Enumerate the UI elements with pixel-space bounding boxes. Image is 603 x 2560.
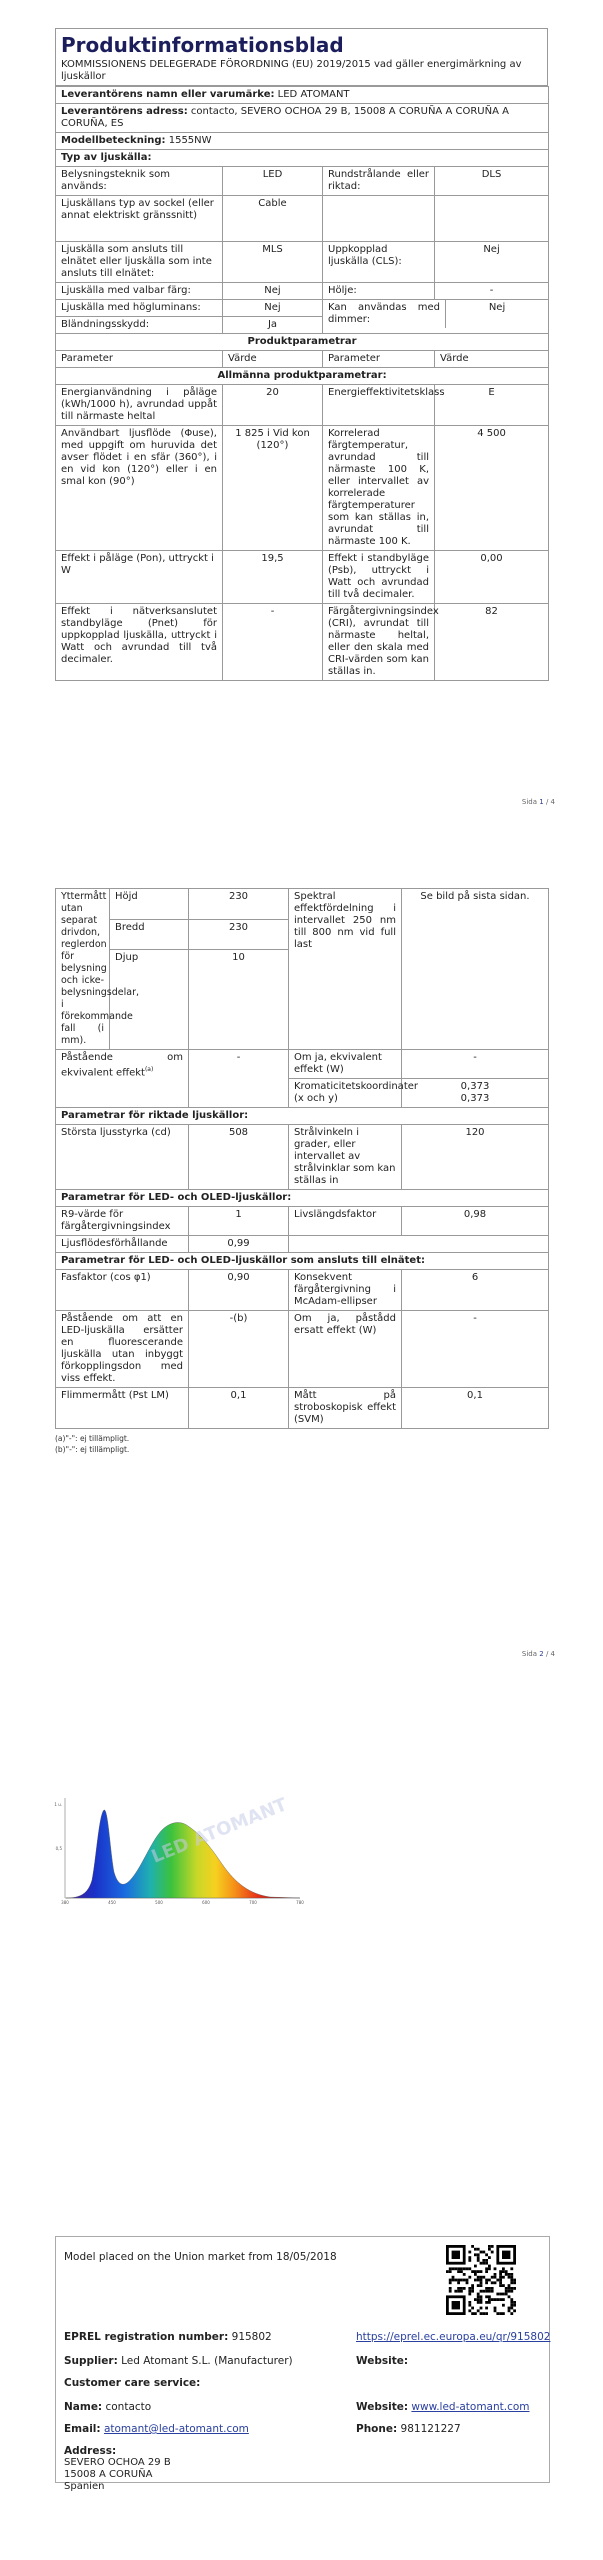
eprel-link[interactable]: https://eprel.ec.europa.eu/qr/915802	[356, 2331, 551, 2343]
mains-header: Parametrar för LED- och OLED-ljuskällor som ansluts till elnätet:	[56, 1253, 549, 1270]
type-header: Typ av ljuskälla:	[56, 150, 549, 167]
page-title: Produktinformationsblad	[61, 33, 344, 57]
info-table-2: Yttermått utan separat drivdon, reglerdon för belysning och icke-belysningsdelar, i förekommande fall (i mm). Höjd 230 Spektral effektfördelning i intervallet 250 nm till 800 nm vid full last Se bild på sista sidan. Bredd 230 Djup 10 Påstående om ekvivalent effekt$^{(a)}$ - Om ja, ekvivalent effekt (W) - Kromaticitetskoordinater (x och y) 0,373 0,373 Parametrar för riktade ljuskällor: Största ljusstyrka (cd) 508 Strålvinkeln i grader, eller intervallet av strålvinklar som kan ställas in 120 Parametrar för LED- och OLED-ljuskällor: R9-värde för färgåtergivningsindex 1 Livslängdsfaktor 0,98 Ljusflödesförhållande 0,99 Parametrar för LED- och OLED-ljuskällor som ansluts till elnätet: Fasfaktor (cos φ1) 0,90 Konsekvent färgåtergivning i McAdam-ellipser 6 Påstående om att en LED-ljuskälla ersätter en fluorescerande ljuskälla utan inbyggt förkopplingsdon med viss effekt. -(b) Om ja, påstådd ersatt effekt (W) - Flimmermått (Pst LM) 0,1 Mått på stroboskopisk effekt (SVM) 0,1	[55, 888, 549, 1429]
x-tick-label: 500	[155, 1900, 163, 1905]
eprel-info-box	[55, 2236, 551, 2492]
x-tick-label: 780	[296, 1900, 304, 1905]
page-number-2: Sida 2 / 4	[521, 1650, 555, 1658]
website-label: Website:	[356, 2355, 409, 2367]
watermark: LED ATOMANT	[148, 1794, 291, 1868]
info-table-1: Leverantörens namn eller varumärke: LED ATOMANT Leverantörens adress: contacto, SEVERO OCHOA 29 B, 15008 A CORUÑA A CORUÑA A CORUÑA, ES Modellbeteckning: 1555NW Typ av ljuskälla: Belysningsteknik som används: LED Rundstrålande eller riktad: DLS Ljuskällans typ av sockel (eller annat elektriskt gränssnitt) Cable Ljuskälla som ansluts till elnätet eller ljuskälla som inte ansluts till elnätet: MLS Uppkopplad ljuskälla (CLS): Nej Ljuskälla med valbar färg: Nej Hölje: - Ljuskälla med högluminans: Nej Kan användas med dimmer: Nej Bländningsskydd: Ja Produktparametrar Parameter Värde Parameter Värde Allmänna produktparametrar: Energianvändning i påläge (kWh/1000 h), avrundad uppåt till närmaste heltal 20 Energieffektivitetsklass E Användbart ljusflöde (Φuse), med uppgift om huruvida det avser flödet i en sfär (360°), i en vid kon (120°) eller i en smal kon (90°) 1 825 i Vid kon (120°) Korrelerad färgtemperatur, avrundad till närmaste 100 K, eller intervallet av korrelerade färgtemperaturer som kan ställas in, avrundat till närmaste 100 K. 4 500 Effekt i påläge (Pon), uttryckt i W 19,5 Effekt i standbyläge (Psb), uttryckt i Watt och avrundad till två decimaler. 0,00 Effekt i nätverksanslutet standbyläge (Pnet) för uppkopplad ljuskälla, uttryckt i Watt och avrundad till två decimaler. - Färgåtergivningsindex (CRI), avrundat till närmaste heltal, eller den skala med CRI-värden som kan ställas in. 82	[55, 86, 549, 681]
eprel-number: EPREL registration number: 915802	[64, 2331, 272, 2343]
header-block	[55, 28, 548, 86]
qr-code[interactable]	[446, 2245, 516, 2315]
spectral-distribution-chart	[0, 1790, 603, 1910]
general-parameters-header: Allmänna produktparametrar:	[56, 368, 549, 385]
x-tick-label: 600	[202, 1900, 210, 1905]
footnote-b: (b)"-": ej tillämpligt.	[55, 1445, 130, 1454]
address-label: Address:	[64, 2445, 117, 2457]
x-tick-label: 450	[108, 1900, 116, 1905]
model-row: Modellbeteckning: 1555NW	[56, 133, 549, 150]
y-tick-top: 1 u.	[54, 1802, 62, 1807]
page-2	[0, 888, 603, 1455]
page-number-1: Sida 1 / 4	[521, 798, 555, 806]
supplier: Supplier: Led Atomant S.L. (Manufacturer)	[64, 2355, 293, 2367]
address-lines: SEVERO OCHOA 29 B 15008 A CORUÑA Spanien	[64, 2457, 171, 2492]
directional-header: Parametrar för riktade ljuskällor:	[56, 1108, 549, 1125]
page-1	[0, 28, 603, 681]
x-tick-label: 700	[249, 1900, 257, 1905]
contact-email: Email: atomant@led-atomant.com	[64, 2423, 249, 2435]
page-3	[0, 1790, 603, 1914]
market-date: Model placed on the Union market from 18/05/2018	[64, 2251, 337, 2263]
led-header: Parametrar för LED- och OLED-ljuskällor:	[56, 1190, 549, 1207]
contact-phone: Phone: 981121227	[356, 2423, 461, 2435]
address-row: Leverantörens adress: contacto, SEVERO OCHOA 29 B, 15008 A CORUÑA A CORUÑA A CORUÑA, ES	[56, 104, 549, 133]
product-parameters-header: Produktparametrar	[56, 334, 549, 351]
contact-name: Name: contacto	[64, 2401, 152, 2413]
y-tick-mid: 0,5	[55, 1846, 62, 1851]
contact-website: Website: www.led-atomant.com	[356, 2401, 530, 2413]
x-tick-labels	[61, 1900, 304, 1905]
supplier-row: Leverantörens namn eller varumärke: LED ATOMANT	[56, 87, 549, 104]
regulation-subtitle: KOMMISSIONENS DELEGERADE FÖRORDNING (EU) 2019/2015 vad gäller energimärkning av ljuskällor	[61, 59, 522, 82]
footnote-a: (a)"-": ej tillämpligt.	[55, 1434, 130, 1443]
customer-care-label: Customer care service:	[64, 2377, 201, 2389]
x-tick-label: 380	[61, 1900, 69, 1905]
